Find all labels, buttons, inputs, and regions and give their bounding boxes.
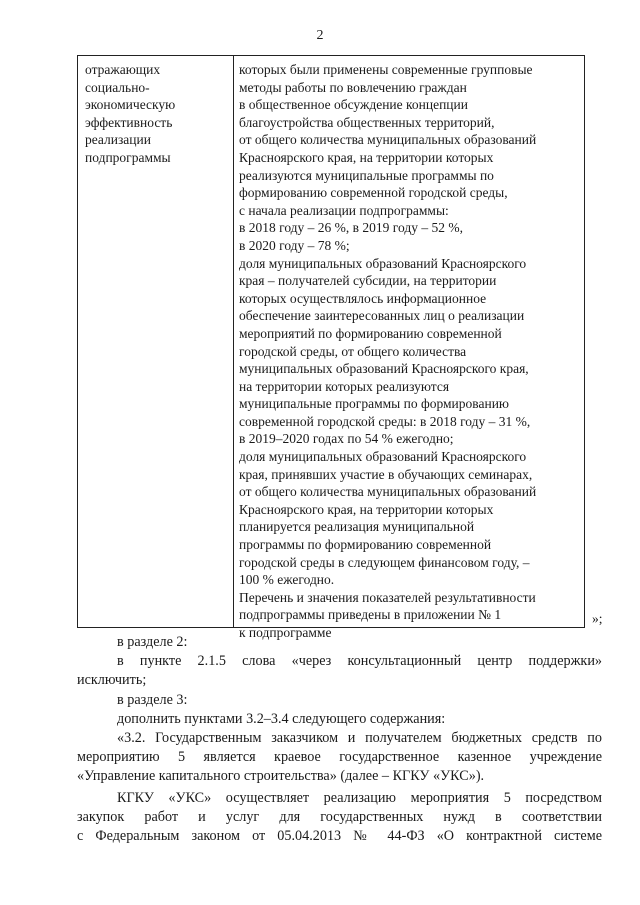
table-right-line: в 2019–2020 годах по 54 % ежегодно; [239, 431, 454, 447]
paragraph-section-3: в разделе 3: [117, 691, 188, 708]
table-right-line: на территории которых реализуются [239, 378, 450, 394]
table-left-line: подпрограммы [85, 149, 171, 165]
table-right-line: мероприятий по формированию современной [239, 325, 502, 341]
table-left-cell [85, 61, 231, 167]
paragraph-uks-line-2: закупок работ и услуг для государственных нужд в соответствии [77, 808, 602, 825]
paragraph-3-2-line-2: мероприятию 5 является краевое государственное казенное учреждение [77, 749, 602, 766]
table-right-line: края, принявших участие в обучающих семинарах, [239, 466, 533, 482]
paragraph-uks-line-3: с Федеральным законом от 05.04.2013 № 44-ФЗ «О контрактной системе [77, 828, 602, 845]
table-right-line: муниципальных образований Красноярского края, [239, 361, 529, 377]
table-right-cell [239, 61, 582, 642]
paragraph-uks-line-1: КГКУ «УКС» осуществляет реализацию мероприятия 5 посредством [117, 789, 602, 806]
table-right-line: в общественное обсуждение концепции [239, 97, 468, 113]
indicators-table [77, 55, 585, 640]
table-right-line: 100 % ежегодно. [239, 572, 335, 588]
document-body [77, 633, 602, 846]
table-right-line: доля муниципальных образований Красноярского [239, 255, 527, 271]
table-right-line: от общего количества муниципальных образований [239, 132, 537, 148]
table-right-line: края – получателей субсидии, на территории [239, 273, 497, 289]
table-right-line: городской среды, от общего количества [239, 343, 467, 359]
table-right-line: Красноярского края, на территории которых [239, 501, 494, 517]
table-left-line: реализации [85, 132, 151, 148]
paragraph-item-2-1-5-line-1: в пункте 2.1.5 слова «через консультационный центр поддержки» [117, 653, 602, 670]
table-right-line: формированию современной городской среды, [239, 185, 508, 201]
table-right-line: благоустройства общественных территорий, [239, 114, 495, 130]
table-right-line: городской среды в следующем финансовом году, – [239, 554, 530, 570]
table-right-line: методы работы по вовлечению граждан [239, 79, 467, 95]
page-number: 2 [316, 28, 324, 43]
table-left-line: эффективность [85, 114, 173, 130]
table-right-line: Перечень и значения показателей результативности [239, 589, 536, 605]
table-right-line: от общего количества муниципальных образований [239, 484, 537, 500]
table-right-line: планируется реализация муниципальной [239, 519, 475, 535]
table-right-line: которых были применены современные групповые [239, 62, 533, 77]
table-right-line: в 2020 году – 78 %; [239, 237, 350, 253]
table-right-line: с начала реализации подпрограммы: [239, 202, 449, 218]
paragraph-item-2-1-5-line-2: исключить; [77, 672, 147, 689]
table-right-line: программы по формированию современной [239, 537, 492, 553]
table-right-line: доля муниципальных образований Красноярского [239, 449, 527, 465]
table-right-line: в 2018 году – 26 %, в 2019 году – 52 %, [239, 220, 463, 236]
table-left-line: экономическую [85, 97, 176, 113]
table-right-line: подпрограммы приведены в приложении № 1 [239, 607, 502, 623]
table-right-line: которых осуществлялось информационное [239, 290, 487, 306]
table-column-divider [233, 56, 234, 627]
table-left-line: социально- [85, 79, 150, 95]
closing-quote: »; [592, 611, 603, 626]
table-right-line: муниципальные программы по формированию [239, 396, 509, 412]
paragraph-3-2-line-3: «Управление капитального строительства» (далее – КГКУ «УКС»). [77, 768, 485, 785]
table-right-line: Красноярского края, на территории которых [239, 149, 494, 165]
table-right-line: обеспечение заинтересованных лиц о реализации [239, 308, 525, 324]
paragraph-supplement: дополнить пунктами 3.2–3.4 следующего содержания: [117, 710, 446, 727]
table-left-line: отражающих [85, 62, 161, 77]
table-right-line: современной городской среды: в 2018 году – 31 %, [239, 413, 531, 429]
table-right-line: реализуются муниципальные программы по [239, 167, 494, 183]
table-right-line: к подпрограмме [239, 625, 332, 640]
paragraph-3-2-line-1: «3.2. Государственным заказчиком и получателем бюджетных средств по [117, 730, 602, 747]
paragraph-section-2: в разделе 2: [117, 634, 188, 650]
